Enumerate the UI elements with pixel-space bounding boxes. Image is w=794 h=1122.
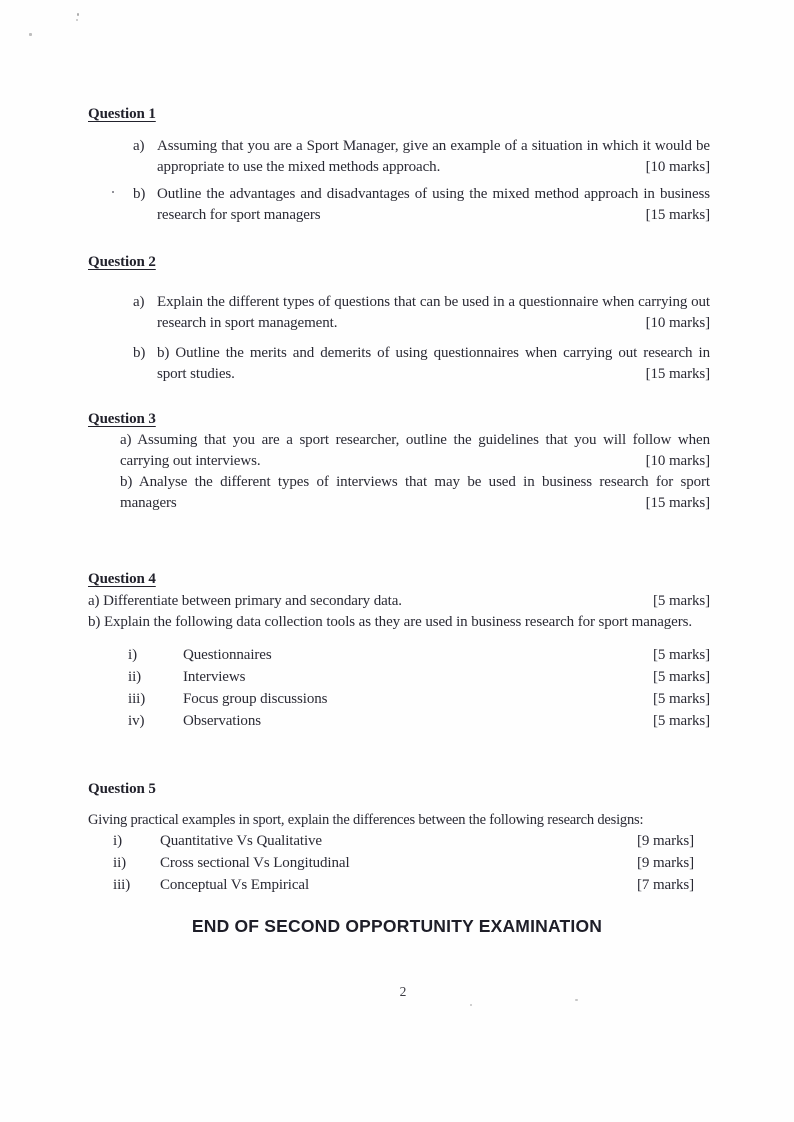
- end-of-exam-note: END OF SECOND OPPORTUNITY EXAMINATION: [191, 916, 603, 936]
- roman-list-row: [88, 645, 710, 666]
- item-body: [157, 292, 710, 334]
- question-2-heading: Question 2: [88, 254, 156, 270]
- marks-label: [5 marks]: [653, 593, 710, 609]
- item-text: Explain the different types of questions that can be used in a questionnaire when carrying out research in sport management.: [157, 294, 710, 331]
- item-text: a) Differentiate between primary and secondary data.: [88, 593, 402, 609]
- item-marker: b): [133, 186, 146, 202]
- item-label: Questionnaires: [183, 647, 272, 663]
- question-1-item-b: [88, 184, 710, 226]
- question-2-item-b: [88, 343, 710, 385]
- question-3-part-b: [120, 472, 710, 514]
- item-marker: iii): [128, 691, 146, 707]
- item-body: [157, 184, 710, 226]
- marks-label: [5 marks]: [653, 713, 710, 729]
- roman-list-row: [88, 711, 710, 732]
- roman-list-row: [88, 831, 710, 852]
- scan-artifact: [29, 33, 32, 36]
- item-body: [157, 136, 710, 178]
- marks-label: [10 marks]: [645, 315, 710, 331]
- marks-label: [7 marks]: [637, 877, 694, 893]
- item-marker: i): [128, 647, 137, 663]
- page-number: 2: [399, 984, 407, 999]
- item-label: Focus group discussions: [183, 691, 328, 707]
- item-label: Conceptual Vs Empirical: [160, 877, 310, 893]
- question-4-heading: Question 4: [88, 571, 156, 587]
- item-text: b) Analyse the different types of interviews that may be used in business research for sport managers: [120, 474, 710, 511]
- question-4-roman-list: [88, 645, 710, 732]
- question-2-section: [88, 252, 710, 385]
- item-marker: ii): [113, 855, 127, 871]
- question-3-part-a: [120, 430, 710, 472]
- marks-label: [15 marks]: [645, 495, 710, 511]
- item-label: Interviews: [183, 669, 246, 685]
- item-label: Quantitative Vs Qualitative: [160, 833, 322, 849]
- question-5-roman-list: [88, 831, 710, 896]
- item-marker: iv): [128, 713, 145, 729]
- marks-label: [10 marks]: [645, 453, 710, 469]
- roman-list-row: [88, 667, 710, 688]
- item-text: b) Outline the merits and demerits of using questionnaires when carrying out research in sport studies.: [157, 345, 710, 382]
- question-2-item-a: [88, 292, 710, 334]
- question-4-part-b: b) Explain the following data collection tools as they are used in business research for sport managers.: [88, 614, 693, 630]
- question-4-part-a: [88, 591, 710, 612]
- item-text: Outline the advantages and disadvantages of using the mixed method approach in business research for sport managers: [157, 186, 710, 223]
- item-marker: b): [133, 345, 146, 361]
- item-label: Cross sectional Vs Longitudinal: [160, 855, 350, 871]
- question-3-section: [88, 409, 710, 514]
- roman-list-row: [88, 875, 710, 896]
- question-3-heading: Question 3: [88, 411, 156, 427]
- question-5-intro: Giving practical examples in sport, explain the differences between the following research designs:: [88, 812, 644, 828]
- marks-label: [5 marks]: [653, 647, 710, 663]
- marks-label: [15 marks]: [645, 366, 710, 382]
- item-marker: a): [133, 138, 145, 154]
- item-text: Assuming that you are a Sport Manager, give an example of a situation in which it would be appropriate to use the mixed methods approach.: [157, 138, 710, 175]
- marks-label: [9 marks]: [637, 833, 694, 849]
- question-4-section: [88, 569, 710, 733]
- question-5-section: [88, 779, 710, 897]
- item-marker: i): [113, 833, 122, 849]
- marks-label: [10 marks]: [645, 159, 710, 175]
- marks-label: [15 marks]: [645, 207, 710, 223]
- item-text: a) Assuming that you are a sport researcher, outline the guidelines that you will follow when carrying out interviews.: [120, 432, 710, 469]
- question-1-section: [88, 104, 710, 226]
- question-5-heading: Question 5: [88, 781, 156, 797]
- marks-label: [5 marks]: [653, 691, 710, 707]
- roman-list-row: [88, 853, 710, 874]
- scan-artifact: [77, 13, 79, 16]
- roman-list-row: [88, 689, 710, 710]
- item-label: Observations: [183, 713, 261, 729]
- marks-label: [9 marks]: [637, 855, 694, 871]
- scan-artifact: [470, 1004, 472, 1006]
- marks-label: [5 marks]: [653, 669, 710, 685]
- item-marker: ii): [128, 669, 142, 685]
- scan-artifact: [76, 19, 78, 21]
- item-marker: a): [133, 294, 145, 310]
- item-body: [157, 343, 710, 385]
- question-1-heading: Question 1: [88, 106, 156, 122]
- question-1-item-a: [88, 136, 710, 178]
- item-marker: iii): [113, 877, 131, 893]
